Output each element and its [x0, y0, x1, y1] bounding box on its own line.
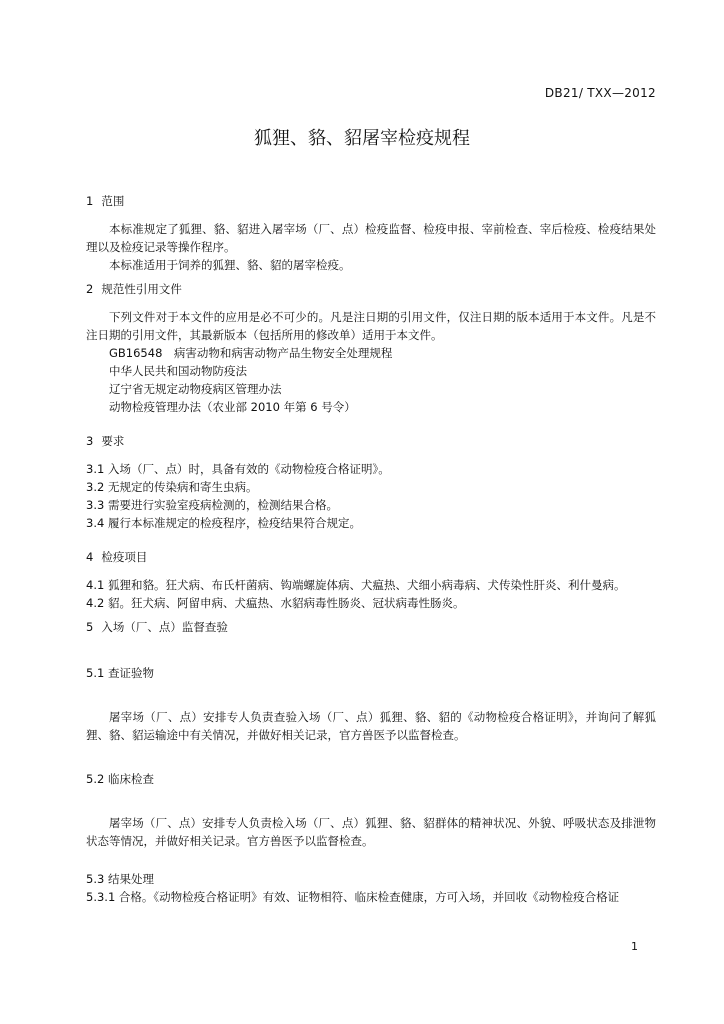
paragraph: 屠宰场（厂、点）安排专人负责查验入场（厂、点）狐狸、貉、貂的《动物检疫合格证明》，并询问了解狐狸、貉、貂运输途中有关情况，并做好相关记录，官方兽医予以监督检查。	[86, 710, 656, 742]
section-3-heading	[86, 432, 656, 450]
list-item: 4.2 貂。狂犬病、阿留申病、犬瘟热、水貂病毒性肠炎、冠状病毒性肠炎。	[86, 596, 465, 610]
list-item: 3.4 履行本标准规定的检疫程序，检疫结果符合规定。	[86, 516, 361, 530]
list-item: 3.3 需要进行实验室疫病检测的，检测结果合格。	[86, 498, 338, 512]
reference-item: 动物检疫管理办法（农业部 2010 年第 6 号令）	[109, 400, 356, 414]
section-title: 要求	[101, 434, 125, 448]
section-number: 2	[86, 282, 94, 296]
section-number: 4	[86, 550, 94, 564]
reference-item: 中华人民共和国动物防疫法	[109, 364, 247, 378]
document-code: DB21/ TXX—2012	[544, 86, 656, 100]
section-number: 5	[86, 620, 94, 634]
paragraph: 本标准适用于饲养的狐狸、貉、貂的屠宰检疫。	[109, 258, 351, 272]
paragraph: 下列文件对于本文件的应用是必不可少的。凡是注日期的引用文件，仅注日期的版本适用于本文件。凡是不注日期的引用文件，其最新版本（包括所用的修改单）适用于本文件。	[86, 310, 656, 342]
reference-item: GB16548 病害动物和病害动物产品生物安全处理规程	[109, 346, 393, 360]
document-body	[86, 192, 656, 906]
reference-item: 辽宁省无规定动物疫病区管理办法	[109, 382, 282, 396]
subsection-5-2-heading: 5.2 临床检查	[86, 772, 154, 786]
section-title: 规范性引用文件	[101, 282, 182, 296]
subsection-5-3-heading: 5.3 结果处理	[86, 872, 154, 886]
list-item: 4.1 狐狸和貉。狂犬病、布氏杆菌病、钩端螺旋体病、犬瘟热、犬细小病毒病、犬传染性肝炎、利什曼病。	[86, 578, 626, 592]
page-number: 1	[631, 940, 638, 953]
section-title: 入场（厂、点）监督查验	[101, 620, 228, 634]
section-1-heading	[86, 192, 656, 210]
subsection-5-1-heading: 5.1 查证验物	[86, 666, 154, 680]
document-title: 狐狸、貉、貂屠宰检疫规程	[254, 128, 470, 149]
list-item: 5.3.1 合格。《动物检疫合格证明》有效、证物相符、临床检查健康，方可入场，并回收《动物检疫合格证	[86, 890, 620, 904]
section-number: 3	[86, 434, 94, 448]
paragraph: 本标准规定了狐狸、貉、貂进入屠宰场（厂、点）检疫监督、检疫申报、宰前检查、宰后检疫、检疫结果处理以及检疫记录等操作程序。	[86, 222, 656, 254]
section-4-heading	[86, 548, 656, 566]
section-title: 范围	[101, 194, 125, 208]
section-number: 1	[86, 194, 94, 208]
paragraph: 屠宰场（厂、点）安排专人负责检入场（厂、点）狐狸、貉、貂群体的精神状况、外貌、呼吸状态及排泄物状态等情况，并做好相关记录。官方兽医予以监督检查。	[86, 816, 656, 848]
section-title: 检疫项目	[101, 550, 148, 564]
list-item: 3.1 入场（厂、点）时，具备有效的《动物检疫合格证明》。	[86, 462, 390, 476]
section-2-heading	[86, 280, 656, 298]
section-5-heading	[86, 618, 656, 636]
list-item: 3.2 无规定的传染病和寄生虫病。	[86, 480, 258, 494]
